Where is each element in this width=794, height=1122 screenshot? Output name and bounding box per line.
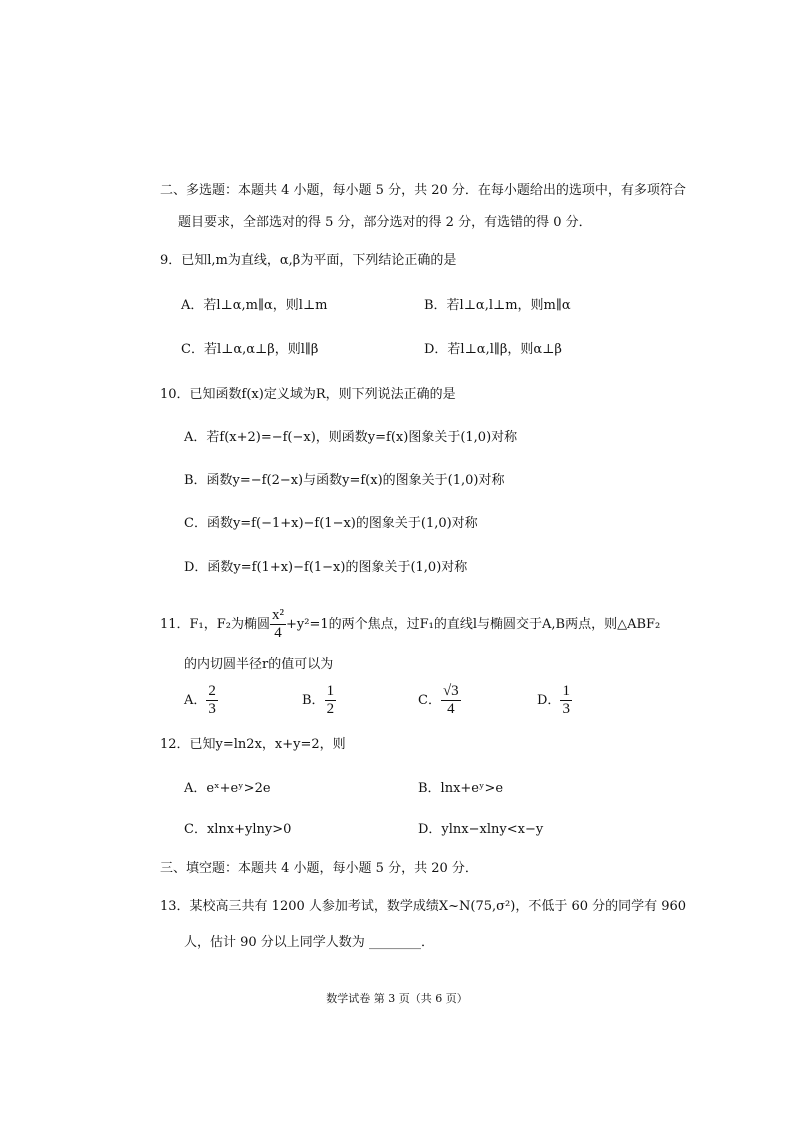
q11-fraction-denominator: 4 — [274, 625, 282, 641]
q9-option-d: D．若l⊥α,l∥β，则α⊥β — [424, 342, 562, 357]
q11-option-d-label: D． — [537, 692, 561, 708]
q10-option-c: C．函数y=f(−1+x)−f(1−x)的图象关于(1,0)对称 — [184, 516, 478, 531]
q11-option-b-num: 1 — [326, 683, 335, 699]
q11-stem — [160, 607, 660, 642]
q12-option-a: A．eˣ+eʸ>2e — [184, 781, 271, 796]
section2-header-line2: 题目要求，全部选对的得 5 分，部分选对的得 2 分，有选错的得 0 分． — [178, 215, 592, 230]
q12-option-c: C．xlnx+ylny>0 — [184, 822, 292, 837]
q10-stem: 10．已知函数f(x)定义域为R，则下列说法正确的是 — [160, 387, 456, 402]
section2-header-line1: 二、多选题：本题共 4 小题，每小题 5 分，共 20 分．在每小题给出的选项中，有多项符合 — [160, 183, 686, 198]
q11-option-c-den: 4 — [447, 701, 455, 717]
q12-option-d: D．ylnx−xlny<x−y — [418, 822, 544, 837]
q9-option-c: C．若l⊥α,α⊥β，则l∥β — [181, 342, 319, 357]
q11-option-a-label: A． — [184, 692, 207, 708]
page-footer: 数学试卷 第 3 页（共 6 页） — [326, 992, 468, 1005]
q11-option-a-den: 3 — [208, 701, 216, 717]
q11-option-d — [537, 683, 572, 718]
q11-stem-start: 11．F₁，F₂为椭圆 — [160, 616, 271, 632]
q11-option-d-num: 1 — [562, 683, 570, 699]
q11-line2: 的内切圆半径r的值可以为 — [184, 657, 334, 672]
q11-option-b-den: 2 — [326, 701, 335, 717]
q11-option-d-fraction — [560, 683, 572, 718]
q11-option-b-fraction — [325, 683, 337, 718]
q13-line2: 人，估计 90 分以上同学人数为 ________． — [184, 935, 434, 950]
section3-header: 三、填空题：本题共 4 小题，每小题 5 分，共 20 分． — [160, 861, 478, 876]
q10-option-b: B．函数y=−f(2−x)与函数y=f(x)的图象关于(1,0)对称 — [184, 473, 505, 488]
q11-option-a-num: 2 — [208, 683, 216, 699]
q9-stem: 9．已知l,m为直线，α,β为平面，下列结论正确的是 — [160, 253, 457, 268]
q10-option-a: A．若f(x+2)=−f(−x)，则函数y=f(x)图象关于(1,0)对称 — [184, 430, 518, 445]
q11-option-c-num: √3 — [442, 683, 459, 699]
q13-line1: 13．某校高三共有 1200 人参加考试，数学成绩X~N(75,σ²)，不低于 60 分的同学有 960 — [160, 899, 687, 914]
q11-option-c-label: C． — [418, 692, 441, 708]
q9-option-b: B．若l⊥α,l⊥m，则m∥α — [424, 298, 571, 313]
q12-stem: 12．已知y=ln2x，x+y=2，则 — [160, 737, 346, 752]
q11-option-a — [184, 683, 218, 718]
q9-option-a: A．若l⊥α,m∥α，则l⊥m — [181, 298, 328, 313]
q11-option-c — [418, 683, 461, 718]
q11-fraction-numerator: x² — [272, 607, 285, 623]
q12-option-b: B．lnx+eʸ>e — [418, 781, 504, 796]
q11-option-c-fraction — [441, 683, 461, 718]
q10-option-d: D．函数y=f(1+x)−f(1−x)的图象关于(1,0)对称 — [184, 560, 468, 575]
q11-ellipse-fraction — [270, 607, 286, 642]
q11-option-d-den: 3 — [562, 701, 570, 717]
q11-option-b-label: B． — [302, 692, 325, 708]
q11-option-a-fraction — [206, 683, 218, 718]
q11-option-b — [302, 683, 336, 718]
q11-stem-end: +y²=1的两个焦点，过F₁的直线l与椭圆交于A,B两点，则△ABF₂ — [286, 616, 661, 632]
